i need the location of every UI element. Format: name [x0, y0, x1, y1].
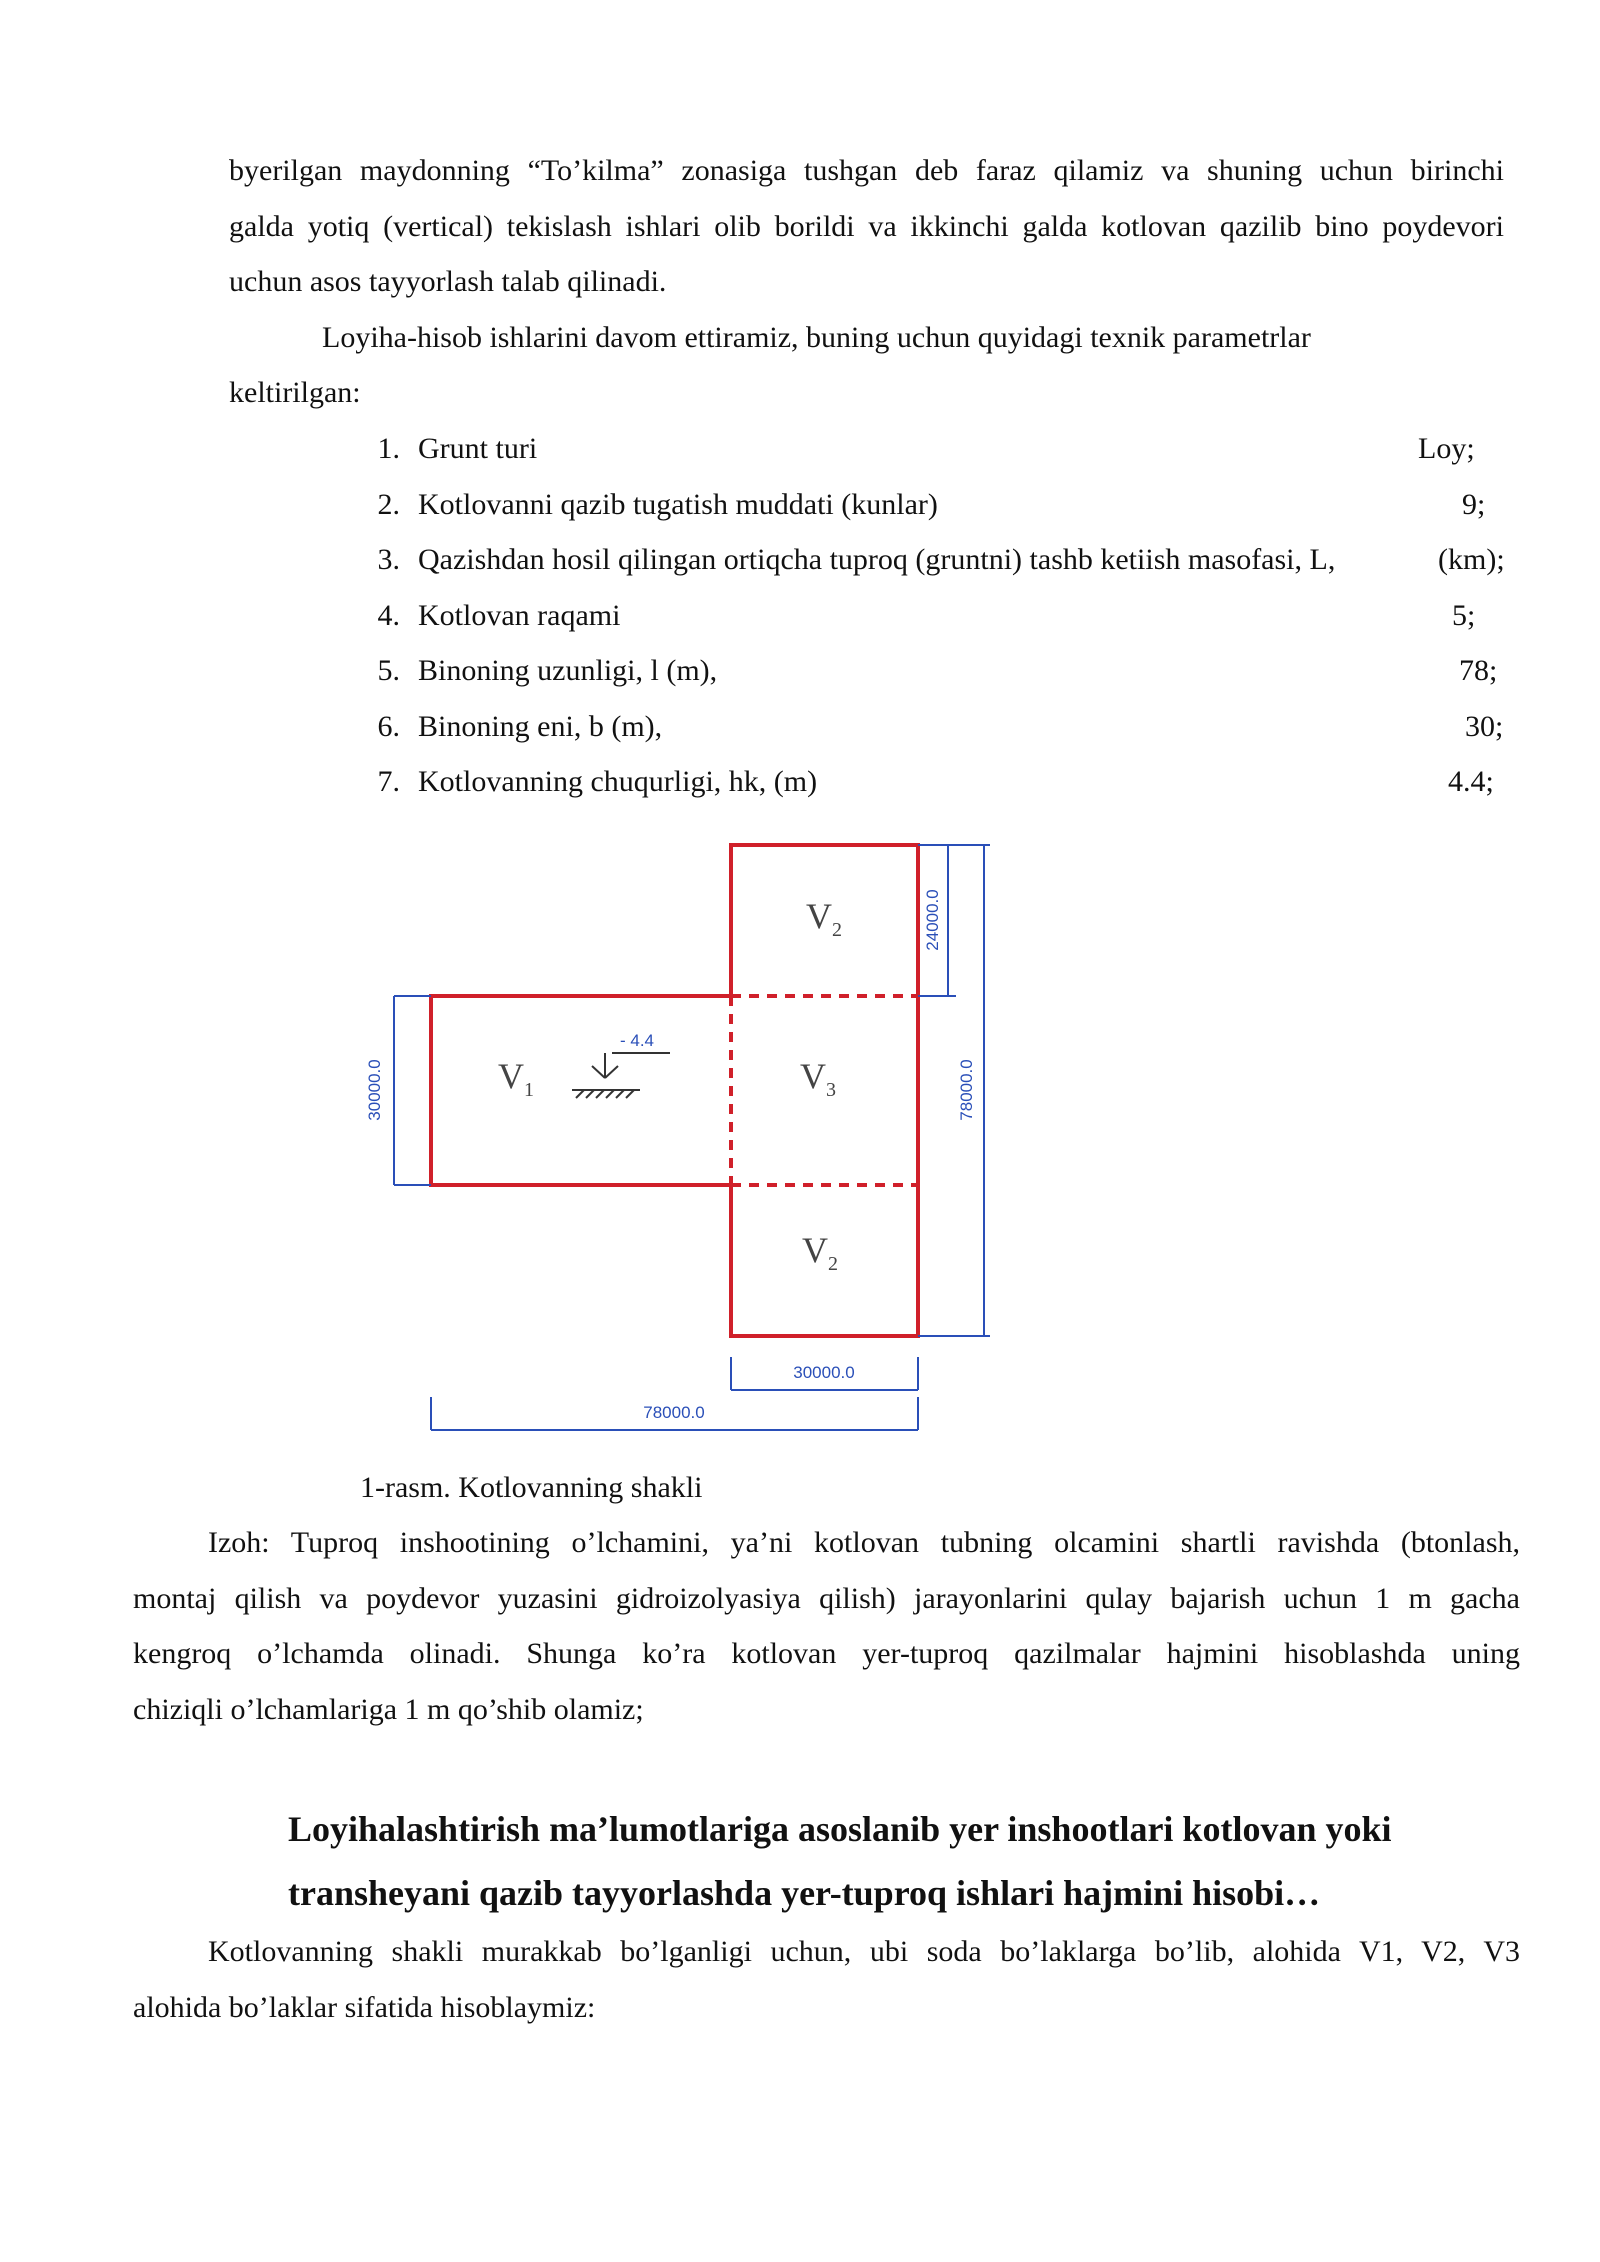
item-value: 5;	[1452, 599, 1476, 632]
figure-caption: 1-rasm. Kotlovanning shakli	[360, 1471, 703, 1504]
item-number: 6.	[377, 710, 400, 743]
item-number: 5.	[377, 654, 400, 687]
item-number: 1.	[377, 432, 400, 465]
item-value: 9;	[1462, 488, 1486, 521]
item-label: Qazishdan hosil qilingan ortiqcha tuproq (gruntni) tashb ketiish masofasi, L,	[418, 543, 1336, 576]
depth-mark-label: - 4.4	[620, 1031, 655, 1050]
item-label: Kotlovanning chuqurligi, hk, (m)	[418, 765, 818, 798]
intro-line-3: uchun asos tayyorlash talab qilinadi.	[229, 265, 667, 298]
dim-bottom-inner-label: 30000.0	[793, 1363, 855, 1382]
intro-line-1: byerilgan maydonning “To’kilma” zonasiga tushgan deb faraz qilamiz va shuning uchun birinchi	[229, 154, 1504, 187]
item-value: 30;	[1465, 710, 1504, 743]
item-number: 7.	[377, 765, 400, 798]
item-label: Kotlovanni qazib tugatish muddati (kunlar)	[418, 488, 938, 521]
item-number: 3.	[377, 543, 400, 576]
closing-line-2: alohida bo’laklar sifatida hisoblaymiz:	[133, 1991, 596, 2024]
params-intro-line-2: keltirilgan:	[229, 376, 361, 409]
dim-right-total-label: 78000.0	[957, 1059, 976, 1121]
label-v3: $V_3$	[800, 1056, 836, 1101]
item-label: Binoning uzunligi, l (m),	[418, 654, 718, 687]
item-number: 4.	[377, 599, 400, 632]
dim-bottom-total-label: 78000.0	[643, 1403, 705, 1422]
dim-left-label: 30000.0	[365, 1059, 384, 1121]
label-v2-bottom: $V_2$	[802, 1230, 838, 1275]
note-line-2: montaj qilish va poydevor yuzasini gidroizolyasiya qilish) jarayonlarini qulay bajarish uchun 1 m gacha	[133, 1582, 1520, 1615]
item-value: (km);	[1438, 543, 1505, 576]
note-line-4: chiziqli o’lchamlariga 1 m qo’shib olamiz;	[133, 1693, 644, 1726]
closing-line-1: Kotlovanning shakli murakkab bo’lganligi uchun, ubi soda bo’laklarga bo’lib, alohida V1, V2, V3	[208, 1935, 1520, 1968]
item-label: Grunt turi	[418, 432, 538, 465]
note-line-3: kengroq o’lchamda olinadi. Shunga ko’ra kotlovan yer-tuproq qazilmalar hajmini hisoblashda uning	[133, 1637, 1520, 1670]
dimension-lines	[394, 845, 990, 1430]
intro-line-2: galda yotiq (vertical) tekislash ishlari olib borildi va ikkinchi galda kotlovan qazilib bino poydevori	[229, 210, 1504, 243]
item-value: Loy;	[1418, 432, 1475, 465]
item-value: 78;	[1459, 654, 1498, 687]
item-number: 2.	[377, 488, 400, 521]
item-label: Binoning eni, b (m),	[418, 710, 663, 743]
label-v2-top: $V_2$	[806, 896, 842, 941]
dim-right-top-label: 24000.0	[923, 889, 942, 951]
section-heading-line-2: transheyani qazib tayyorlashda yer-tuproq ishlari hajmini hisobi…	[288, 1873, 1321, 1913]
label-v1: $V_1$	[498, 1056, 534, 1101]
depth-level-icon	[572, 1053, 670, 1098]
note-line-1: Izoh: Tuproq inshootining o’lchamini, ya’ni kotlovan tubning olcamini shartli ravishda (btonlash,	[208, 1526, 1520, 1559]
item-value: 4.4;	[1448, 765, 1494, 798]
section-heading-line-1: Loyihalashtirish ma’lumotlariga asoslanib yer inshootlari kotlovan yoki	[288, 1809, 1392, 1849]
params-intro-line-1: Loyiha-hisob ishlarini davom ettiramiz, buning uchun quyidagi texnik parametrlar	[322, 321, 1311, 354]
item-label: Kotlovan raqami	[418, 599, 621, 632]
